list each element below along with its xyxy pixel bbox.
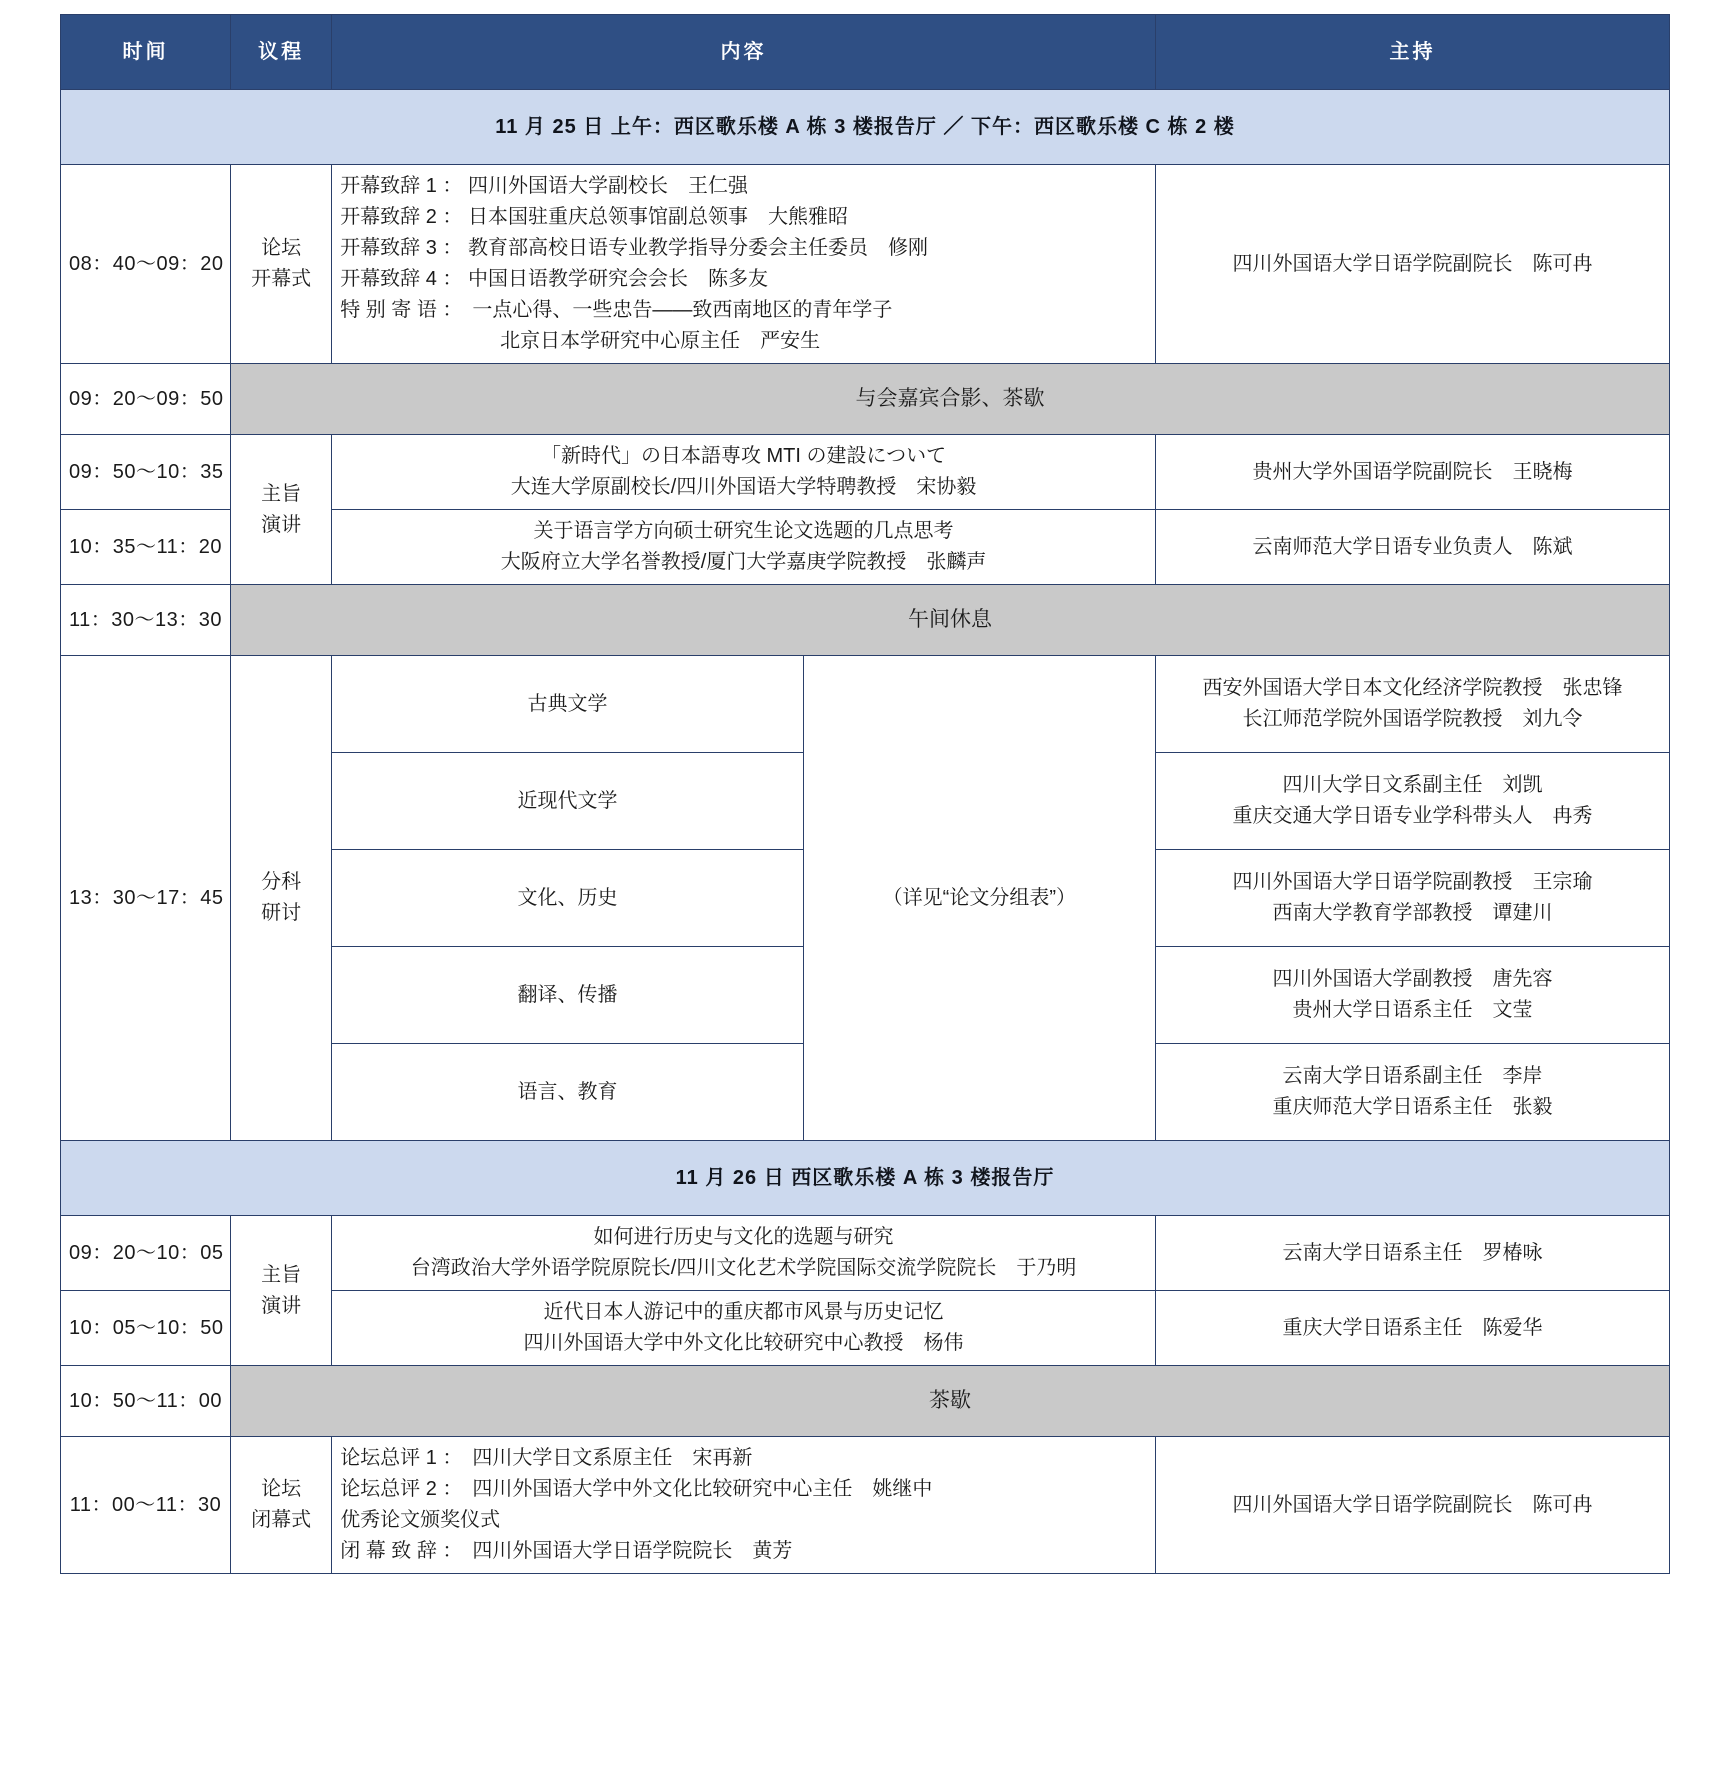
session-host-line: 四川外国语大学日语学院副教授 王宗瑜 (1232, 871, 1593, 893)
closing-time: 11：00～11：30 (61, 1437, 231, 1574)
session-host (1155, 850, 1669, 947)
day1-keynote-agenda-line2: 演讲 (261, 513, 302, 536)
session-host-line: 西南大学教育学部教授 谭建川 (1272, 902, 1553, 924)
opening-content (332, 165, 1156, 364)
session-host (1155, 656, 1669, 753)
keynote2-content (332, 510, 1156, 585)
day2-keynote1-title: 如何进行历史与文化的选题与研究 (593, 1226, 894, 1248)
opening-agenda-line1: 论坛 (261, 237, 302, 259)
table-header (61, 15, 1670, 90)
opening-line: 开幕致辞 3 ： 教育部高校日语专业教学指导分委会主任委员 修刚 (340, 237, 928, 259)
session-host (1155, 947, 1669, 1044)
closing-agenda-line2: 闭幕式 (251, 1509, 312, 1531)
session-host-line: 重庆师范大学日语系主任 张毅 (1272, 1096, 1553, 1118)
day2-keynote2-host: 重庆大学日语系主任 陈爱华 (1155, 1291, 1669, 1366)
session-topic: 翻译、传播 (332, 947, 804, 1044)
day2-keynote2-content (332, 1291, 1156, 1366)
closing-line: 优秀论文颁奖仪式 (340, 1509, 501, 1531)
session-host (1155, 1044, 1669, 1141)
parallel-detail-note: （详见“论文分组表”） (803, 656, 1155, 1141)
opening-line: 北京日本学研究中心原主任 严安生 (340, 330, 821, 352)
table-row (61, 1437, 1670, 1574)
session-host-line: 四川大学日文系副主任 刘凯 (1282, 774, 1543, 796)
parallel-agenda (231, 656, 332, 1141)
day2-keynote1-content (332, 1216, 1156, 1291)
day2-banner: 11 月 26 日 西区歌乐楼 A 栋 3 楼报告厅 (61, 1141, 1670, 1216)
agenda-table (60, 14, 1670, 1574)
session-topic: 古典文学 (332, 656, 804, 753)
keynote2-speaker: 大阪府立大学名誉教授/厦门大学嘉庚学院教授 张麟声 (500, 551, 987, 573)
opening-time: 08：40～09：20 (61, 165, 231, 364)
photo-break-time: 09：20～09：50 (61, 364, 231, 435)
table-row (61, 1366, 1670, 1437)
day2-keynote-agenda-line1: 主旨 (261, 1263, 302, 1286)
keynote1-host: 贵州大学外国语学院副院长 王晓梅 (1155, 435, 1669, 510)
photo-break-label: 与会嘉宾合影、茶歇 (231, 364, 1670, 435)
opening-line: 开幕致辞 4 ： 中国日语教学研究会会长 陈多友 (340, 268, 768, 290)
table-row (61, 656, 1670, 753)
keynote1-title: 「新時代」の日本語専攻 MTI の建設について (540, 445, 947, 467)
day1-banner: 11 月 25 日 上午：西区歌乐楼 A 栋 3 楼报告厅 ／ 下午：西区歌乐楼 C 栋 2 楼 (61, 90, 1670, 165)
session-host-line: 重庆交通大学日语专业学科带头人 冉秀 (1232, 805, 1593, 827)
opening-agenda (231, 165, 332, 364)
table-row (61, 165, 1670, 364)
session-host-line: 四川外国语大学副教授 唐先容 (1272, 968, 1553, 990)
session-topic: 语言、教育 (332, 1044, 804, 1141)
lunch-label: 午间休息 (231, 585, 1670, 656)
parallel-time: 13：30～17：45 (61, 656, 231, 1141)
session-topic: 文化、历史 (332, 850, 804, 947)
keynote2-title: 关于语言学方向硕士研究生论文选题的几点思考 (533, 520, 954, 542)
opening-agenda-line2: 开幕式 (251, 268, 312, 290)
header-agenda: 议程 (231, 15, 332, 90)
closing-line: 论坛总评 2 ： 四川外国语大学中外文化比较研究中心主任 姚继中 (340, 1478, 933, 1500)
table-row (61, 435, 1670, 510)
opening-line: 开幕致辞 1 ： 四川外国语大学副校长 王仁强 (340, 175, 748, 197)
day2-keynote2-time: 10：05～10：50 (61, 1291, 231, 1366)
closing-host: 四川外国语大学日语学院副院长 陈可冉 (1155, 1437, 1669, 1574)
parallel-agenda-line2: 研讨 (261, 902, 302, 924)
header-content: 内容 (332, 15, 1156, 90)
opening-line: 特 别 寄 语 ： 一点心得、一些忠告——致西南地区的青年学子 (340, 299, 893, 321)
day2-keynote1-host: 云南大学日语系主任 罗椿咏 (1155, 1216, 1669, 1291)
day1-keynote-agenda-line1: 主旨 (261, 482, 302, 505)
lunch-time: 11：30～13：30 (61, 585, 231, 656)
day2-keynote-agenda-line2: 演讲 (261, 1294, 302, 1317)
keynote1-time: 09：50～10：35 (61, 435, 231, 510)
table-row (61, 364, 1670, 435)
day2-banner-row (61, 1141, 1670, 1216)
session-topic: 近现代文学 (332, 753, 804, 850)
session-host-line: 长江师范学院外国语学院教授 刘九令 (1242, 708, 1583, 730)
opening-line: 开幕致辞 2 ： 日本国驻重庆总领事馆副总领事 大熊雅昭 (340, 206, 848, 228)
day1-keynote-agenda (231, 435, 332, 585)
header-host: 主持 (1155, 15, 1669, 90)
day2-keynote1-speaker: 台湾政治大学外语学院原院长/四川文化艺术学院国际交流学院院长 于乃明 (410, 1257, 1077, 1279)
session-host-line: 云南大学日语系副主任 李岸 (1282, 1065, 1543, 1087)
session-host (1155, 753, 1669, 850)
tea-break-label: 茶歇 (231, 1366, 1670, 1437)
closing-agenda-line1: 论坛 (261, 1478, 302, 1500)
closing-content (332, 1437, 1156, 1574)
parallel-agenda-line1: 分科 (261, 871, 302, 893)
closing-line: 闭 幕 致 辞 ： 四川外国语大学日语学院院长 黄芳 (340, 1540, 793, 1562)
keynote1-content (332, 435, 1156, 510)
keynote1-speaker: 大连大学原副校长/四川外国语大学特聘教授 宋协毅 (510, 476, 977, 498)
session-host-line: 西安外国语大学日本文化经济学院教授 张忠锋 (1202, 677, 1623, 699)
keynote2-time: 10：35～11：20 (61, 510, 231, 585)
opening-host: 四川外国语大学日语学院副院长 陈可冉 (1155, 165, 1669, 364)
day2-keynote-agenda (231, 1216, 332, 1366)
tea-break-time: 10：50～11：00 (61, 1366, 231, 1437)
closing-line: 论坛总评 1 ： 四川大学日文系原主任 宋再新 (340, 1447, 753, 1469)
day2-keynote2-title: 近代日本人游记中的重庆都市风景与历史记忆 (543, 1301, 944, 1323)
closing-agenda (231, 1437, 332, 1574)
day2-keynote1-time: 09：20～10：05 (61, 1216, 231, 1291)
header-time: 时间 (61, 15, 231, 90)
table-row (61, 585, 1670, 656)
table-row (61, 1216, 1670, 1291)
day1-banner-row (61, 90, 1670, 165)
session-host-line: 贵州大学日语系主任 文莹 (1292, 999, 1533, 1021)
keynote2-host: 云南师范大学日语专业负责人 陈斌 (1155, 510, 1669, 585)
day2-keynote2-speaker: 四川外国语大学中外文化比较研究中心教授 杨伟 (523, 1332, 964, 1354)
